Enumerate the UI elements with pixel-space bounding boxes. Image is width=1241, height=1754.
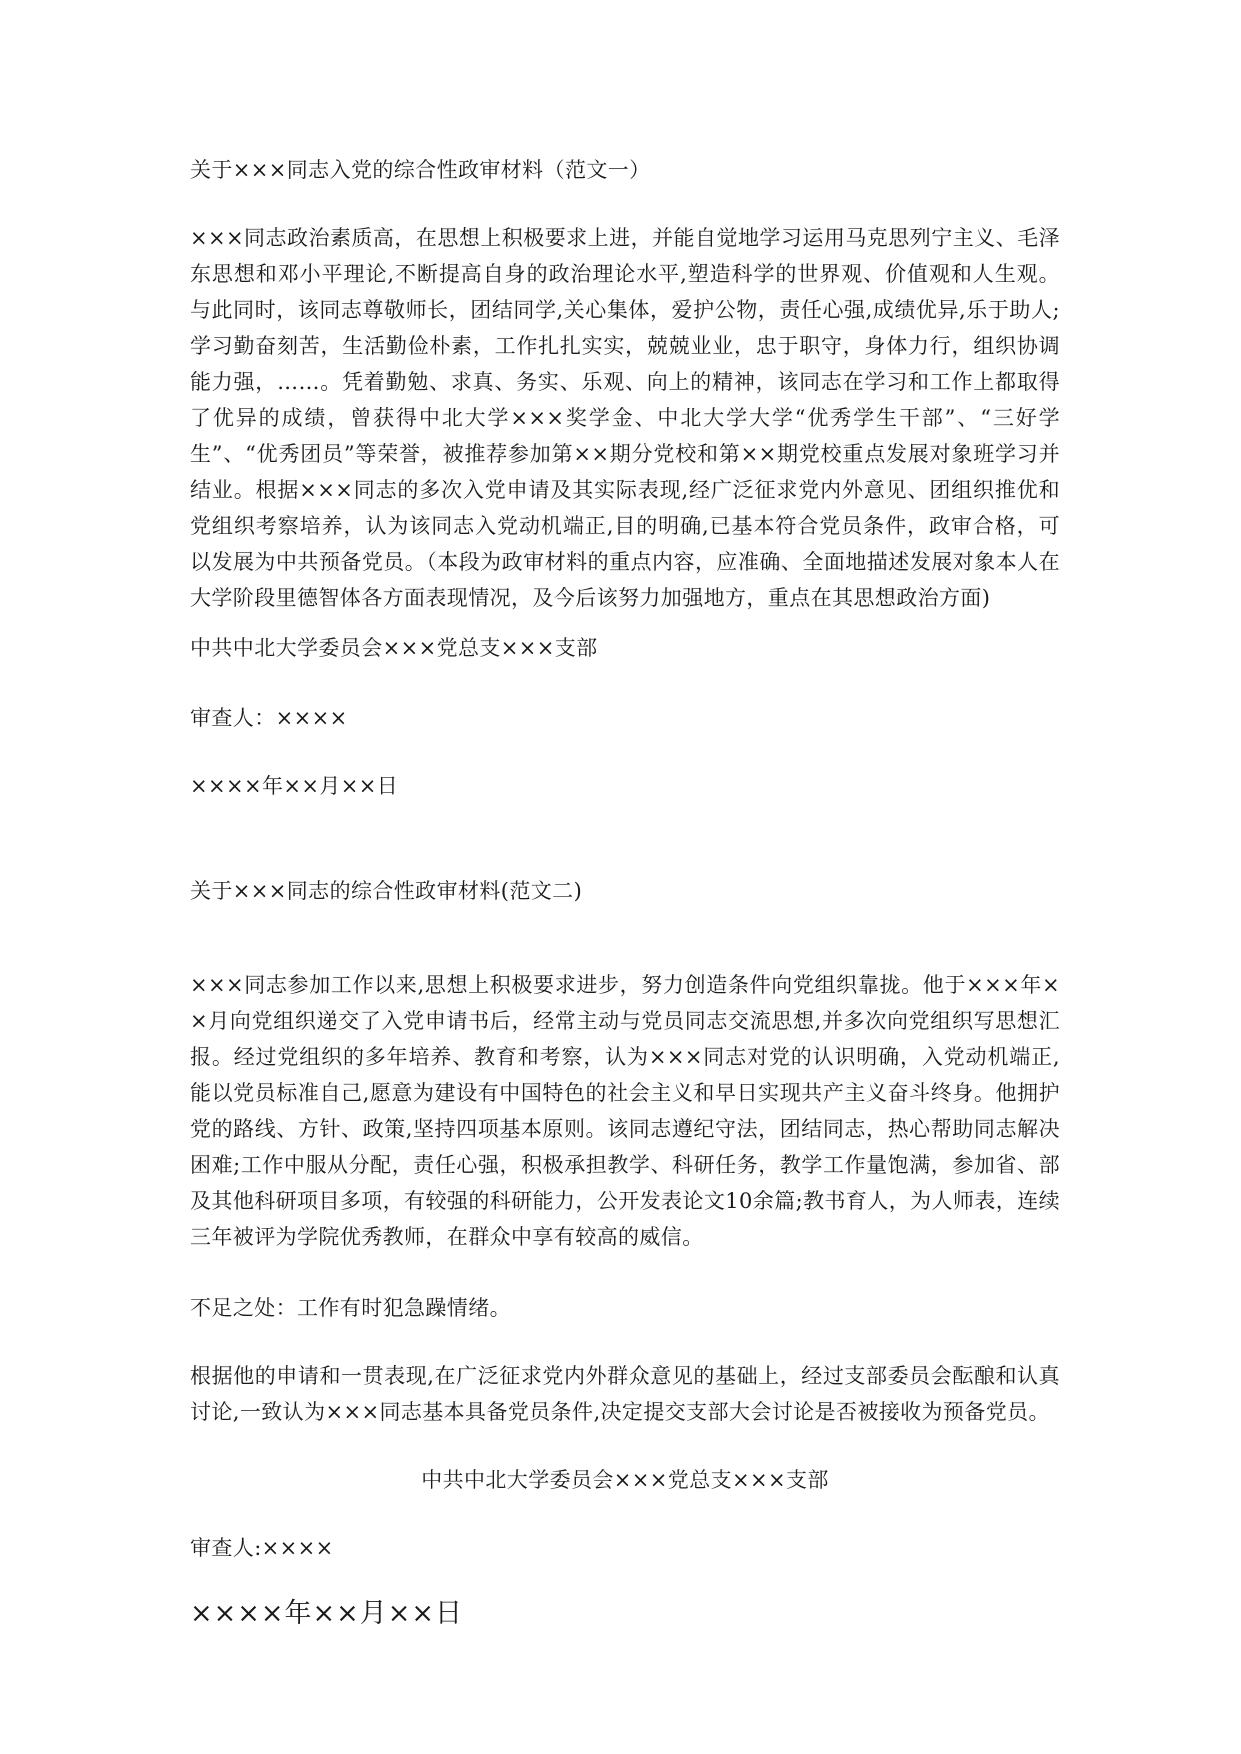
sample2-conclusion-paragraph: 根据他的申请和一贯表现,在广泛征求党内外群众意见的基础上，经过支部委员会酝酿和认真讨论,一致认为×××同志基本具备党员条件,决定提交支部大会讨论是否被接收为预备党员。	[190, 1364, 1060, 1424]
sample1-date: ××××年××月××日	[190, 774, 399, 798]
sample1-title: 关于×××同志入党的综合性政审材料（范文一）	[190, 158, 651, 182]
sample1-reviewer: 审查人：××××	[190, 706, 348, 730]
sample2-title: 关于×××同志的综合性政审材料(范文二)	[190, 879, 583, 903]
sample1-body-paragraph: ×××同志政治素质高，在思想上积极要求上进，并能自觉地学习运用马克思列宁主义、毛泽东思想和邓小平理论,不断提高自身的政治理论水平,塑造科学的世界观、价值观和人生观。与此同时，该同志尊敬师长，团结同学,关心集体，爱护公物，责任心强,成绩优异,乐于助人;学习勤奋刻苦，生活勤俭朴素，工作扎扎实实，兢兢业业，忠于职守，身体力行，组织协调能力强，……。凭着勤勉、求真、务实、乐观、向上的精神，该同志在学习和工作上都取得了优异的成绩，曾获得中北大学×××奖学金、中北大学大学“优秀学生干部”、“三好学生”、“优秀团员”等荣誉，被推荐参加第××期分党校和第××期党校重点发展对象班学习并结业。根据×××同志的多次入党申请及其实际表现,经广泛征求党内外意见、团组织推优和党组织考察培养，认为该同志入党动机端正,目的明确,已基本符合党员条件，政审合格，可以发展为中共预备党员。（本段为政审材料的重点内容，应准确、全面地描述发展对象本人在大学阶段里德智体各方面表现情况，及今后该努力加强地方，重点在其思想政治方面)	[190, 226, 1060, 610]
sample1-organization: 中共中北大学委员会×××党总支×××支部	[190, 636, 598, 660]
sample2-shortcoming: 不足之处：工作有时犯急躁情绪。	[190, 1296, 511, 1320]
sample2-date: ××××年××月××日	[190, 1598, 463, 1629]
sample2-reviewer: 审查人:××××	[190, 1536, 334, 1560]
sample2-body-paragraph: ×××同志参加工作以来,思想上积极要求进步，努力创造条件向党组织靠拢。他于×××年××月向党组织递交了入党申请书后，经常主动与党员同志交流思想,并多次向党组织写思想汇报。经过党组织的多年培养、教育和考察，认为×××同志对党的认识明确，入党动机端正,能以党员标准自己,愿意为建设有中国特色的社会主义和早日实现共产主义奋斗终身。他拥护党的路线、方针、政策,坚持四项基本原则。该同志遵纪守法，团结同志，热心帮助同志解决困难;工作中服从分配，责任心强，积极承担教学、科研任务，教学工作量饱满，参加省、部及其他科研项目多项，有较强的科研能力，公开发表论文10余篇;教书育人，为人师表，连续三年被评为学院优秀教师，在群众中享有较高的威信。	[190, 973, 1060, 1249]
sample2-organization: 中共中北大学委员会×××党总支×××支部	[421, 1468, 829, 1492]
